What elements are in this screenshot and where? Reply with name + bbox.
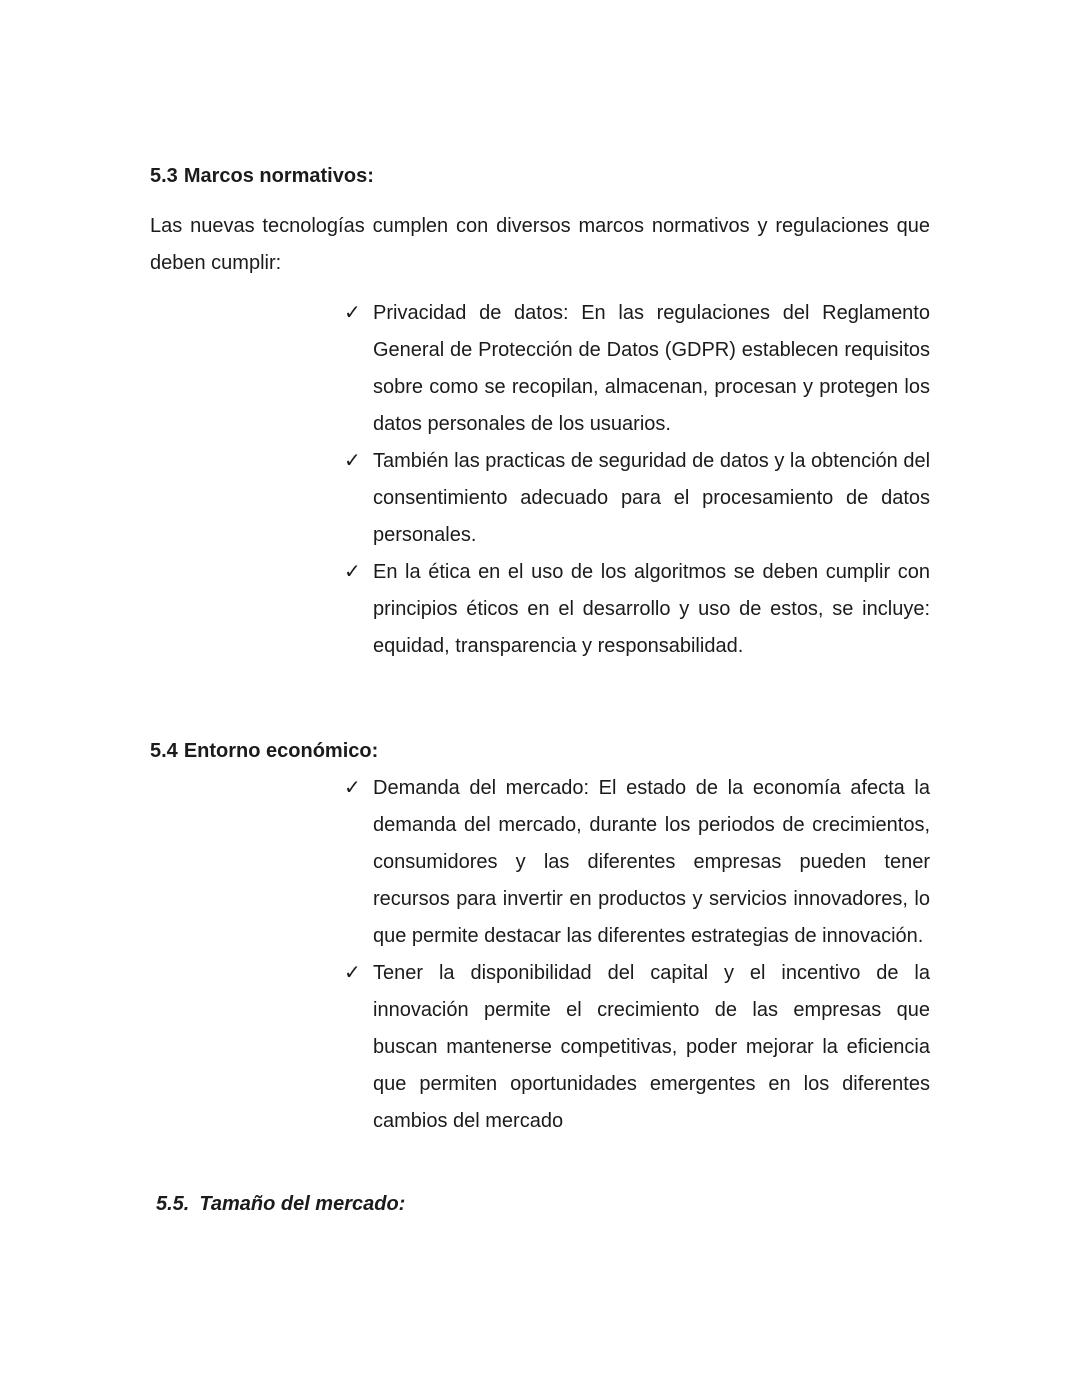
checkmark-icon: ✓ (344, 450, 361, 472)
checklist-5-4 (150, 770, 930, 1140)
list-item-text: Tener la disponibilidad del capital y el incentivo de la innovación permite el crecimiento de las empresas que buscan mantenerse competitivas, poder mejorar la eficiencia que permiten oportunidades emergentes en los diferentes cambios del mercado (373, 962, 930, 1132)
heading-title: Entorno económico: (183, 740, 379, 762)
list-item (344, 295, 930, 443)
list-item-text: Demanda del mercado: El estado de la economía afecta la demanda del mercado, durante los periodos de crecimientos, consumidores y las diferentes empresas pueden tener recursos para invertir en productos y servicios innovadores, lo que permite destacar las diferentes estrategias de innovación. (373, 777, 930, 947)
heading-number: 5.4 (150, 740, 178, 762)
intro-paragraph: Las nuevas tecnologías cumplen con diversos marcos normativos y regulaciones que deben cumplir: (150, 215, 930, 274)
checkmark-icon: ✓ (344, 777, 361, 799)
heading-number: 5.3 (150, 165, 178, 187)
section-heading-5-3 (150, 158, 930, 195)
list-item (344, 554, 930, 665)
section-heading-5-4 (150, 733, 930, 770)
checkmark-icon: ✓ (344, 561, 361, 583)
heading-title: Tamaño del mercado: (199, 1193, 406, 1215)
list-item-text: También las practicas de seguridad de datos y la obtención del consentimiento adecuado para el procesamiento de datos personales. (373, 450, 931, 546)
heading-title: Marcos normativos: (183, 165, 374, 187)
list-item-text: En la ética en el uso de los algoritmos se deben cumplir con principios éticos en el desarrollo y uso de estos, se incluye: equidad, transparencia y responsabilidad. (373, 561, 930, 657)
checklist-5-3 (150, 295, 930, 665)
list-item-text: Privacidad de datos: En las regulaciones del Reglamento General de Protección de Datos (GDPR) establecen requisitos sobre como se recopilan, almacenan, procesan y protegen los datos personales de los usuarios. (373, 302, 930, 435)
section-heading-5-5 (156, 1186, 930, 1223)
checkmark-icon: ✓ (344, 962, 361, 984)
list-item (344, 443, 931, 554)
list-item (344, 770, 930, 955)
checkmark-icon: ✓ (344, 302, 361, 324)
heading-number: 5.5. (156, 1193, 190, 1215)
list-item (344, 955, 930, 1140)
